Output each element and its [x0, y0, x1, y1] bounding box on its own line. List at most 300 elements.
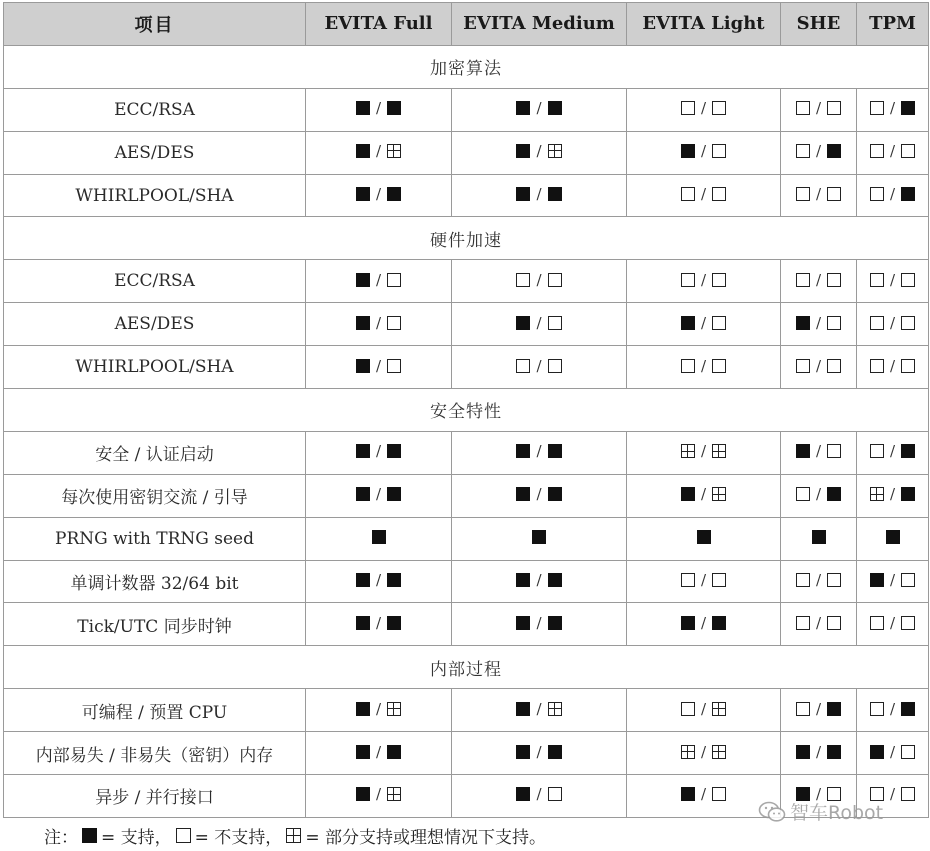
row-label: 每次使用密钥交流 / 引导 [4, 474, 306, 517]
slash-separator: / [536, 485, 542, 504]
support-cell [781, 474, 857, 517]
support-value [796, 314, 841, 332]
support-cell [781, 346, 857, 389]
none-symbol-icon [901, 316, 915, 330]
support-value [356, 485, 401, 503]
none-symbol-icon [827, 616, 841, 630]
slash-separator: / [889, 699, 896, 718]
support-value [870, 700, 915, 718]
support-cell [857, 303, 929, 346]
full-symbol-icon [870, 573, 884, 587]
support-value [516, 614, 561, 632]
full-symbol-icon [796, 745, 810, 759]
support-cell [452, 474, 627, 517]
support-value [796, 614, 841, 632]
support-value [356, 571, 401, 589]
support-cell [857, 88, 929, 131]
none-symbol-icon [870, 273, 884, 287]
row-label: 内部易失 / 非易失（密钥）内存 [4, 732, 306, 775]
table-row [4, 732, 929, 775]
full-symbol-icon [516, 444, 530, 458]
support-cell [452, 260, 627, 303]
slash-separator: / [536, 99, 542, 118]
none-symbol-icon [827, 187, 841, 201]
support-cell [627, 474, 781, 517]
full-symbol-icon [356, 444, 370, 458]
full-symbol-icon [516, 745, 530, 759]
slash-separator: / [700, 356, 707, 375]
none-symbol-icon [901, 273, 915, 287]
none-symbol-icon [870, 444, 884, 458]
support-cell [781, 732, 857, 775]
slash-separator: / [815, 742, 822, 761]
full-symbol-icon [516, 487, 530, 501]
support-value [796, 357, 841, 375]
none-symbol-icon [516, 273, 530, 287]
support-cell [781, 517, 857, 560]
support-cell [781, 560, 857, 603]
none-symbol-icon [827, 101, 841, 115]
full-symbol-icon [548, 187, 562, 201]
slash-separator: / [375, 613, 382, 632]
slash-separator: / [375, 356, 382, 375]
table-row [4, 346, 929, 389]
none-symbol-icon [796, 616, 810, 630]
support-value [356, 99, 401, 117]
support-cell [627, 732, 781, 775]
support-cell [781, 303, 857, 346]
slash-separator: / [375, 99, 382, 118]
slash-separator: / [889, 356, 896, 375]
slash-separator: / [815, 699, 822, 718]
full-symbol-icon [532, 530, 546, 544]
full-symbol-icon [516, 187, 530, 201]
support-value [516, 743, 561, 761]
none-symbol-icon [901, 144, 915, 158]
support-value [870, 442, 915, 460]
support-cell [306, 603, 452, 646]
full-symbol-icon [356, 144, 370, 158]
none-symbol-icon [548, 359, 562, 373]
none-symbol-icon [870, 359, 884, 373]
support-value [516, 185, 561, 203]
support-value [870, 743, 915, 761]
support-cell [857, 732, 929, 775]
full-symbol-icon [387, 487, 401, 501]
none-symbol-icon [681, 573, 695, 587]
slash-separator: / [375, 142, 382, 161]
full-symbol-icon [356, 101, 370, 115]
slash-separator: / [375, 442, 382, 461]
support-value [516, 485, 561, 503]
support-cell [306, 303, 452, 346]
none-symbol-icon [681, 101, 695, 115]
support-value [870, 142, 915, 160]
legend-partial-text: = 部分支持或理想情况下支持。 [305, 828, 546, 848]
support-value [516, 99, 561, 117]
full-symbol-icon [901, 487, 915, 501]
full-symbol-icon [548, 745, 562, 759]
support-cell [627, 346, 781, 389]
slash-separator: / [700, 699, 707, 718]
section-title: 硬件加速 [4, 217, 929, 260]
partial-symbol-icon [712, 444, 726, 458]
table-row [4, 174, 929, 217]
full-symbol-icon [387, 745, 401, 759]
support-value [516, 785, 561, 803]
full-symbol-icon [681, 616, 695, 630]
slash-separator: / [700, 571, 707, 590]
section-title: 内部过程 [4, 646, 929, 689]
full-symbol-icon [886, 530, 900, 544]
support-value [356, 314, 401, 332]
full-symbol-icon [796, 316, 810, 330]
header-evita-medium: EVITA Medium [452, 3, 627, 46]
none-symbol-icon [712, 144, 726, 158]
support-value [516, 142, 561, 160]
full-symbol-icon [356, 702, 370, 716]
slash-separator: / [375, 185, 382, 203]
support-cell [306, 431, 452, 474]
support-cell [452, 88, 627, 131]
slash-separator: / [889, 185, 896, 203]
legend-prefix: 注： [44, 828, 78, 848]
slash-separator: / [536, 185, 542, 203]
support-cell [452, 517, 627, 560]
support-value [681, 99, 726, 117]
support-cell [781, 260, 857, 303]
partial-symbol-icon [387, 702, 401, 716]
support-cell [857, 689, 929, 732]
none-symbol-icon [827, 444, 841, 458]
none-symbol-icon [870, 144, 884, 158]
table-row [4, 88, 929, 131]
none-symbol-icon [870, 187, 884, 201]
full-symbol-icon [372, 530, 386, 544]
none-symbol-icon [712, 316, 726, 330]
support-value [870, 571, 915, 589]
full-symbol-icon [681, 316, 695, 330]
support-value [796, 271, 841, 289]
none-symbol-icon [681, 273, 695, 287]
support-cell [306, 517, 452, 560]
table-row [4, 517, 929, 560]
support-cell [857, 260, 929, 303]
slash-separator: / [889, 99, 896, 118]
full-symbol-icon [827, 702, 841, 716]
row-label: Tick/UTC 同步时钟 [4, 603, 306, 646]
slash-separator: / [815, 571, 822, 590]
support-cell [452, 775, 627, 818]
row-label: WHIRLPOOL/SHA [4, 346, 306, 389]
none-symbol-icon [387, 316, 401, 330]
slash-separator: / [700, 742, 707, 761]
slash-separator: / [889, 571, 896, 590]
support-cell [452, 560, 627, 603]
slash-separator: / [815, 313, 822, 332]
support-value [870, 485, 915, 503]
slash-separator: / [700, 142, 707, 161]
slash-separator: / [889, 142, 896, 161]
slash-separator: / [700, 442, 707, 461]
section-row [4, 646, 929, 689]
support-value [796, 571, 841, 589]
none-symbol-icon [712, 187, 726, 201]
support-value [681, 442, 726, 460]
full-symbol-icon [796, 444, 810, 458]
full-symbol-icon [356, 745, 370, 759]
support-cell [627, 131, 781, 174]
support-value [697, 530, 711, 544]
support-cell [306, 346, 452, 389]
none-symbol-icon [901, 573, 915, 587]
row-label: ECC/RSA [4, 260, 306, 303]
support-cell [627, 260, 781, 303]
slash-separator: / [815, 142, 822, 161]
support-value [870, 314, 915, 332]
partial-symbol-icon [681, 745, 695, 759]
slash-separator: / [536, 613, 542, 632]
slash-separator: / [700, 270, 707, 289]
support-cell [452, 689, 627, 732]
slash-separator: / [375, 785, 382, 804]
support-cell [306, 174, 452, 217]
support-cell [781, 689, 857, 732]
support-value [812, 530, 826, 544]
none-symbol-icon [796, 359, 810, 373]
header-tpm: TPM [857, 3, 929, 46]
comparison-table [3, 2, 929, 818]
table-row [4, 131, 929, 174]
table-row [4, 260, 929, 303]
full-symbol-icon [901, 444, 915, 458]
slash-separator: / [889, 485, 896, 504]
support-cell [857, 603, 929, 646]
support-value [356, 614, 401, 632]
none-symbol-icon [796, 144, 810, 158]
slash-separator: / [700, 185, 707, 203]
full-symbol-icon [387, 101, 401, 115]
slash-separator: / [815, 356, 822, 375]
none-symbol-icon [827, 573, 841, 587]
none-symbol-icon [796, 187, 810, 201]
full-symbol-icon [356, 787, 370, 801]
table-row [4, 603, 929, 646]
slash-separator: / [889, 785, 896, 804]
support-cell [781, 431, 857, 474]
table-body [4, 45, 929, 817]
support-value [681, 700, 726, 718]
support-cell [452, 346, 627, 389]
slash-separator: / [536, 785, 542, 804]
row-label: 单调计数器 32/64 bit [4, 560, 306, 603]
legend-none-symbol-icon [176, 828, 191, 843]
support-value [516, 700, 561, 718]
support-cell [306, 474, 452, 517]
support-value [870, 185, 915, 203]
slash-separator: / [815, 485, 822, 504]
full-symbol-icon [387, 573, 401, 587]
none-symbol-icon [712, 101, 726, 115]
support-value [796, 99, 841, 117]
support-value [356, 442, 401, 460]
none-symbol-icon [901, 787, 915, 801]
support-value [516, 442, 561, 460]
slash-separator: / [536, 742, 542, 761]
full-symbol-icon [516, 144, 530, 158]
none-symbol-icon [681, 359, 695, 373]
none-symbol-icon [387, 359, 401, 373]
row-label: 安全 / 认证启动 [4, 431, 306, 474]
full-symbol-icon [827, 144, 841, 158]
slash-separator: / [815, 442, 822, 461]
slash-separator: / [889, 313, 896, 332]
support-value [681, 614, 726, 632]
support-cell [306, 732, 452, 775]
none-symbol-icon [901, 359, 915, 373]
full-symbol-icon [827, 487, 841, 501]
support-cell [306, 689, 452, 732]
support-cell [452, 131, 627, 174]
slash-separator: / [889, 613, 896, 632]
none-symbol-icon [712, 273, 726, 287]
section-title: 安全特性 [4, 389, 929, 432]
row-label: ECC/RSA [4, 88, 306, 131]
support-cell [627, 517, 781, 560]
slash-separator: / [375, 742, 382, 761]
support-cell [627, 174, 781, 217]
full-symbol-icon [356, 273, 370, 287]
full-symbol-icon [356, 487, 370, 501]
full-symbol-icon [356, 359, 370, 373]
support-cell [857, 517, 929, 560]
full-symbol-icon [356, 573, 370, 587]
full-symbol-icon [548, 616, 562, 630]
partial-symbol-icon [387, 787, 401, 801]
support-value [356, 271, 401, 289]
table-row [4, 689, 929, 732]
slash-separator: / [375, 313, 382, 332]
partial-symbol-icon [387, 144, 401, 158]
slash-separator: / [700, 485, 707, 504]
full-symbol-icon [681, 787, 695, 801]
legend-partial-symbol-icon [286, 828, 301, 843]
legend-none-text: = 不支持， [194, 828, 283, 848]
section-row [4, 217, 929, 260]
partial-symbol-icon [712, 702, 726, 716]
support-value [356, 743, 401, 761]
full-symbol-icon [516, 787, 530, 801]
none-symbol-icon [796, 273, 810, 287]
support-cell [857, 131, 929, 174]
support-cell [452, 732, 627, 775]
support-cell [627, 689, 781, 732]
slash-separator: / [815, 99, 822, 118]
support-cell [627, 560, 781, 603]
row-label: 可编程 / 预置 CPU [4, 689, 306, 732]
table-row [4, 474, 929, 517]
full-symbol-icon [516, 702, 530, 716]
support-cell [857, 474, 929, 517]
legend-full-symbol-icon [82, 828, 97, 843]
support-cell [306, 260, 452, 303]
support-value [532, 530, 546, 544]
none-symbol-icon [827, 316, 841, 330]
support-value [796, 485, 841, 503]
partial-symbol-icon [681, 444, 695, 458]
none-symbol-icon [548, 316, 562, 330]
support-cell [857, 560, 929, 603]
support-value [796, 185, 841, 203]
full-symbol-icon [516, 616, 530, 630]
watermark-text: 智车Robot [790, 802, 884, 824]
full-symbol-icon [356, 187, 370, 201]
header-evita-light: EVITA Light [627, 3, 781, 46]
support-value [516, 571, 561, 589]
partial-symbol-icon [712, 745, 726, 759]
full-symbol-icon [387, 444, 401, 458]
support-cell [857, 346, 929, 389]
full-symbol-icon [827, 745, 841, 759]
table-row [4, 303, 929, 346]
support-value [681, 142, 726, 160]
full-symbol-icon [548, 487, 562, 501]
partial-symbol-icon [870, 487, 884, 501]
watermark [758, 798, 883, 825]
slash-separator: / [536, 571, 542, 590]
support-cell [306, 88, 452, 131]
slash-separator: / [700, 99, 707, 118]
section-row [4, 389, 929, 432]
full-symbol-icon [901, 702, 915, 716]
support-value [870, 271, 915, 289]
slash-separator: / [536, 313, 542, 332]
partial-symbol-icon [548, 144, 562, 158]
header-evita-full: EVITA Full [306, 3, 452, 46]
slash-separator: / [536, 142, 542, 161]
legend-note [44, 823, 546, 848]
section-row [4, 45, 929, 88]
none-symbol-icon [796, 573, 810, 587]
section-title: 加密算法 [4, 45, 929, 88]
support-cell [781, 174, 857, 217]
header-item: 项目 [4, 3, 306, 46]
support-value [796, 142, 841, 160]
none-symbol-icon [548, 787, 562, 801]
support-value [870, 99, 915, 117]
full-symbol-icon [548, 573, 562, 587]
support-cell [452, 174, 627, 217]
support-cell [306, 775, 452, 818]
support-value [681, 314, 726, 332]
support-cell [306, 131, 452, 174]
full-symbol-icon [356, 316, 370, 330]
slash-separator: / [700, 613, 707, 632]
slash-separator: / [889, 270, 896, 289]
none-symbol-icon [870, 616, 884, 630]
support-cell [857, 431, 929, 474]
partial-symbol-icon [712, 487, 726, 501]
row-label: AES/DES [4, 303, 306, 346]
support-value [870, 614, 915, 632]
wechat-icon [758, 801, 786, 823]
none-symbol-icon [681, 702, 695, 716]
support-value [356, 785, 401, 803]
support-value [681, 571, 726, 589]
row-label: AES/DES [4, 131, 306, 174]
support-cell [781, 88, 857, 131]
full-symbol-icon [356, 616, 370, 630]
